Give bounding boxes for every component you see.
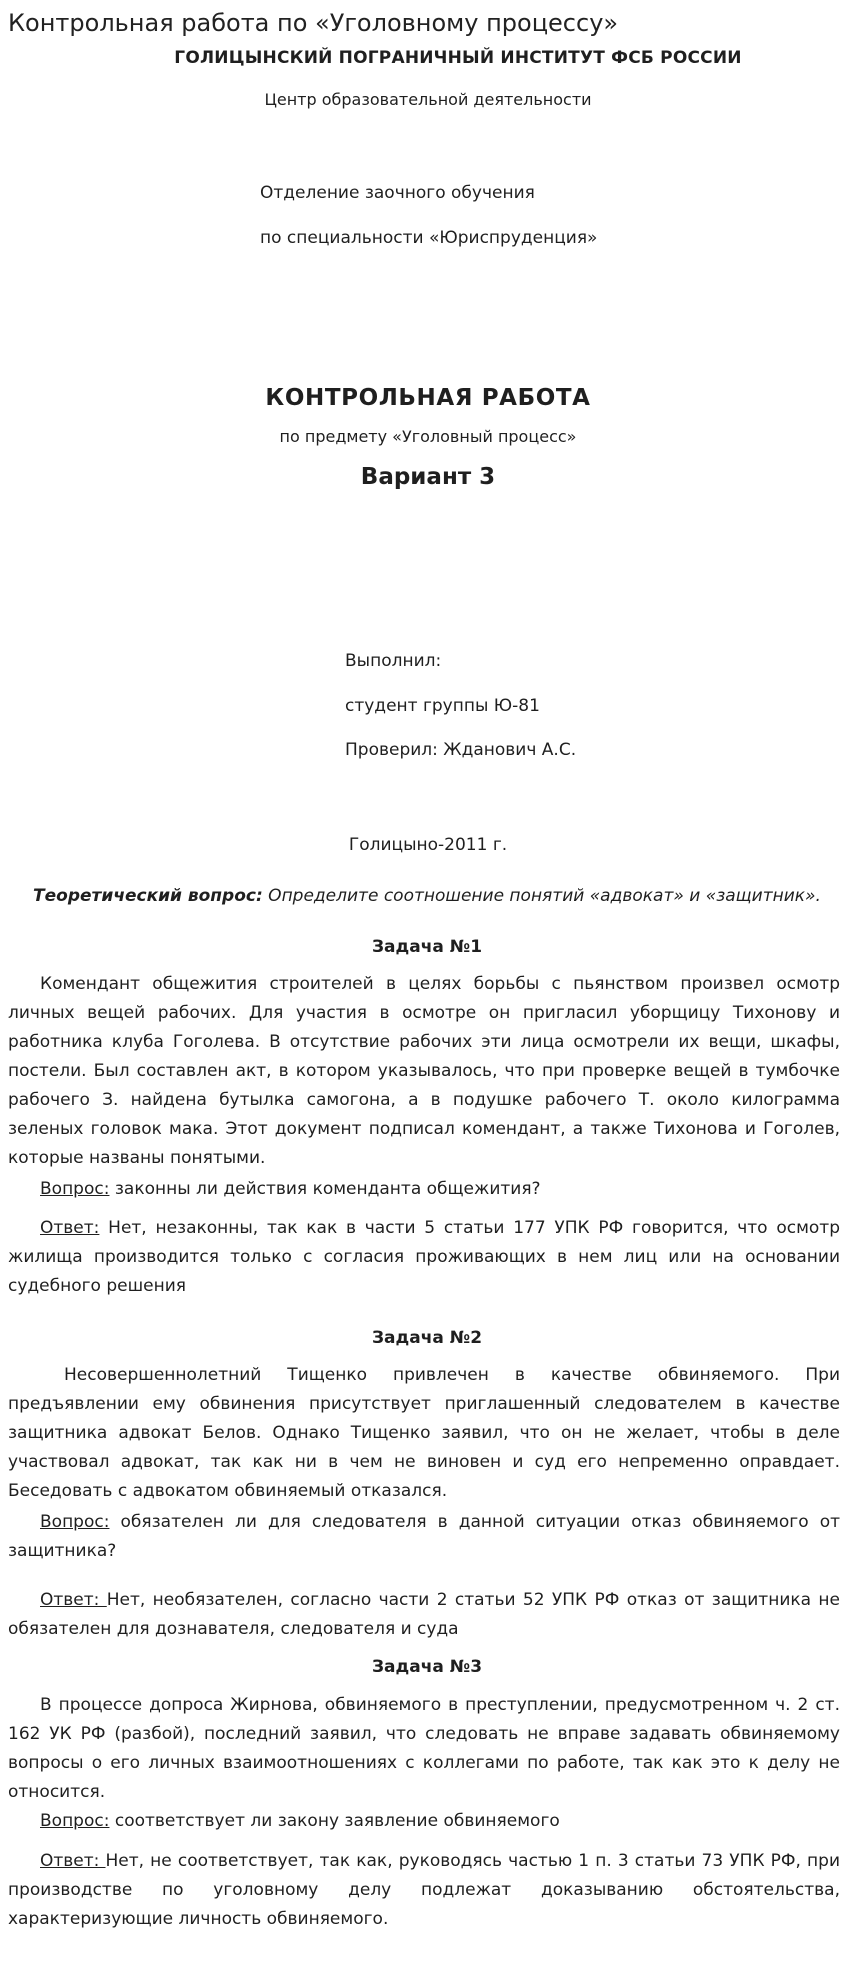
answer-label: Ответ: [40, 1851, 106, 1871]
answer-text: Нет, необязателен, согласно части 2 статьи 52 УПК РФ отказ от защитника не обязателен для дознавателя, следователя и суда [8, 1590, 841, 1639]
task-heading-3: Задача №3 [371, 1657, 483, 1677]
question-label: Вопрос: [40, 1811, 110, 1831]
variant-title: Вариант 3 [360, 464, 496, 490]
theory-text: Определите соотношение понятий «адвокат» и «защитник». [262, 886, 821, 906]
answer-text: Нет, не соответствует, так как, руководясь частью 1 п. 3 статьи 73 УПК РФ, при производстве по уголовному делу подлежат доказыванию обстоятельства, характеризующие личность обвиняемого. [8, 1851, 840, 1929]
answer-text: Нет, незаконны, так как в части 5 статьи 177 УПК РФ говорится, что осмотр жилища производится только с согласия проживающих в нем лиц или на основании судебного решения [8, 1218, 840, 1296]
answer-label: Ответ: [40, 1218, 100, 1238]
task-text-1: Комендант общежития строителей в целях борьбы с пьянством произвел осмотр личных вещей рабочих. Для участия в осмотре он пригласил уборщицу Тихонову и работника клуба Гоголева. В отсутствие рабочих эти лица осмотрели их вещи, шкафы, постели. Был составлен акт, в котором указывалось, что при проверке вещей в тумбочке рабочего З. найдена бутылка самогона, а в подушке рабочего Т. около килограмма зеленых головок мака. Этот документ подписал комендант, а также Тихонова и Гоголев, которые названы понятыми. [8, 974, 840, 1168]
task-question-3 [8, 1807, 840, 1836]
question-text: обязателен ли для следователя в данной ситуации отказ обвиняемого от защитника? [8, 1512, 840, 1561]
task-question-1 [8, 1175, 840, 1204]
question-label: Вопрос: [40, 1179, 110, 1199]
question-label: Вопрос: [40, 1512, 110, 1532]
task-heading-1: Задача №1 [371, 937, 483, 957]
place-year: Голицыно-2011 г. [348, 835, 508, 855]
student-line: студент группы Ю-81 [345, 696, 540, 716]
task-text-2: Несовершеннолетний Тищенко привлечен в качестве обвиняемого. При предъявлении ему обвинения присутствует приглашенный следователем в качестве защитника адвокат Белов. Однако Тищенко заявил, что он не желает, чтобы в деле участвовал адвокат, так как ни в чем не виновен и суд его непременно оправдает. Беседовать с адвокатом обвиняемый отказался. [8, 1365, 840, 1501]
document-title: Контрольная работа по «Уголовному процессу» [8, 9, 619, 37]
task-answer-2 [8, 1586, 840, 1644]
department-line: Отделение заочного обучения [260, 183, 535, 203]
institute-name: ГОЛИЦЫНСКИЙ ПОГРАНИЧНЫЙ ИНСТИТУТ ФСБ РОССИИ [174, 48, 742, 68]
checked-line: Проверил: Жданович А.С. [345, 740, 577, 760]
education-center: Центр образовательной деятельности [264, 90, 592, 109]
question-text: законны ли действия коменданта общежития? [109, 1179, 541, 1199]
task-text-3: В процессе допроса Жирнова, обвиняемого в преступлении, предусмотренном ч. 2 ст. 162 УК РФ (разбой), последний заявил, что следовать не вправе задавать обвиняемому вопросы о его личных взаимоотношениях с коллегами по работе, так как это к делу не относится. [8, 1695, 840, 1802]
specialty-line: по специальности «Юриспруденция» [260, 228, 598, 248]
question-text: соответствует ли закону заявление обвиняемого [109, 1811, 560, 1831]
theory-label: Теоретический вопрос: [33, 886, 263, 906]
task-answer-1 [8, 1214, 840, 1301]
task-heading-2: Задача №2 [371, 1328, 483, 1348]
answer-label: Ответ: [40, 1590, 107, 1610]
performed-label: Выполнил: [345, 651, 442, 671]
theory-question [8, 882, 846, 911]
work-title: КОНТРОЛЬНАЯ РАБОТА [265, 385, 591, 411]
task-answer-3 [8, 1847, 840, 1934]
subject-line: по предмету «Уголовный процесс» [279, 427, 577, 446]
task-question-2 [8, 1508, 840, 1566]
